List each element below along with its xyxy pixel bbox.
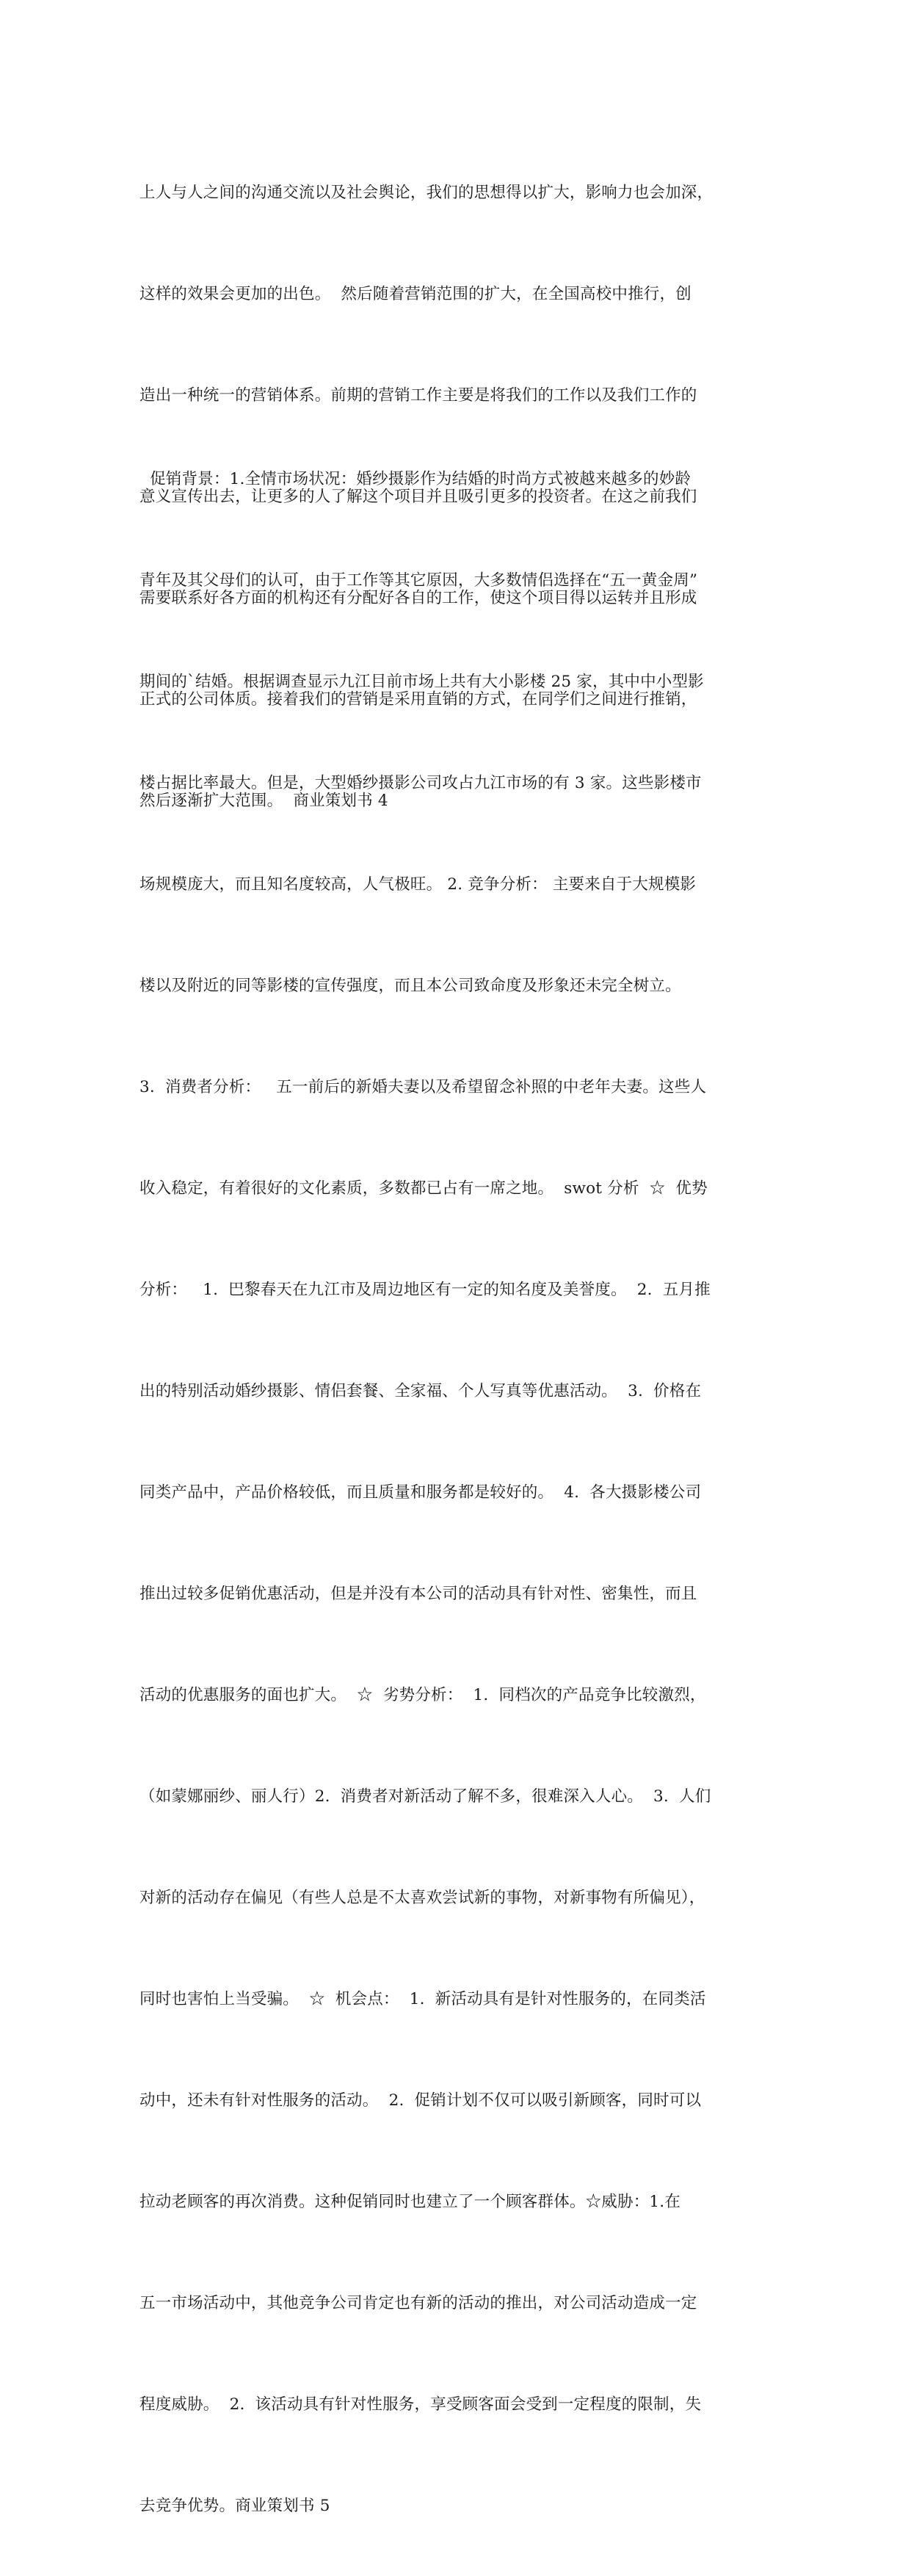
text-line: （如蒙娜丽纱、丽人行）2. 消费者对新活动了解不多，很难深入人心。 3. 人们 <box>139 1787 711 1806</box>
text-line: 然后逐渐扩大范围。 商业策划书 4 <box>139 792 388 810</box>
text-line: 收入稳定，有着很好的文化素质，多数都已占有一席之地。 swot 分析 ☆ 优势 <box>139 1179 708 1198</box>
text-line: 对新的活动存在偏见（有些人总是不太喜欢尝试新的事物，对新事物有所偏见）， <box>139 1889 705 1907</box>
text-line: 意义宣传出去，让更多的人了解这个项目并且吸引更多的投资者。在这之前我们 <box>139 488 697 506</box>
text-line: 动中，还未有针对性服务的活动。 2. 促销计划不仅可以吸引新顾客，同时可以 <box>139 2091 702 2110</box>
text-line: 促销背景：1.全情市场状况：婚纱摄影作为结婚的时尚方式被越来越多的妙龄 <box>139 470 692 488</box>
text-line: 分析： 1. 巴黎春天在九江市及周边地区有一定的知名度及美誉度。 2. 五月推 <box>139 1281 711 1299</box>
text-line: 楼占据比率最大。但是，大型婚纱摄影公司攻占九江市场的有 3 家。这些影楼市 <box>139 774 702 792</box>
text-line: 活动的优惠服务的面也扩大。 ☆ 劣势分析： 1. 同档次的产品竞争比较激烈， <box>139 1686 706 1704</box>
text-line: 需要联系好各方面的机构还有分配好各自的工作，使这个项目得以运转并且形成 <box>139 589 697 607</box>
text-line: 五一市场活动中，其他竞争公司肯定也有新的活动的推出，对公司活动造成一定 <box>139 2294 697 2312</box>
text-line: 同时也害怕上当受骗。 ☆ 机会点： 1. 新活动具有是针对性服务的，在同类活 <box>139 1990 706 2008</box>
text-line: 同类产品中，产品价格较低，而且质量和服务都是较好的。 4. 各大摄影楼公司 <box>139 1483 702 1502</box>
text-line: 造出一种统一的营销体系。前期的营销工作主要是将我们的工作以及我们工作的 <box>139 386 697 405</box>
text-line: 出的特别活动婚纱摄影、情侣套餐、全家福、个人写真等优惠活动。 3. 价格在 <box>139 1382 702 1400</box>
text-line: 去竞争优势。商业策划书 5 <box>139 2497 330 2515</box>
text-line: 期间的`结婚。根据调查显示九江目前市场上共有大小影楼 25 家，其中中小型影 <box>139 673 704 691</box>
text-line: 楼以及附近的同等影楼的宣传强度，而且本公司致命度及形象还未完全树立。 <box>139 977 681 995</box>
text-line: 场规模庞大，而且知名度较高，人气极旺。 2. 竞争分析： 主要来自于大规模影 <box>139 875 697 894</box>
paragraph-promotion-background <box>139 395 777 2576</box>
text-line: 上人与人之间的沟通交流以及社会舆论，我们的思想得以扩大，影响力也会加深， <box>139 184 714 202</box>
text-line: 3. 消费者分析： 五一前后的新婚夫妻以及希望留念补照的中老年夫妻。这些人 <box>139 1078 707 1096</box>
text-line: 推出过较多促销优惠活动，但是并没有本公司的活动具有针对性、密集性，而且 <box>139 1585 697 1603</box>
text-line: 拉动老顾客的再次消费。这种促销同时也建立了一个顾客群体。☆威胁：1.在 <box>139 2193 681 2211</box>
text-line: 正式的公司体质。接着我们的营销是采用直销的方式，在同学们之间进行推销， <box>139 690 697 709</box>
text-line: 青年及其父母们的认可，由于工作等其它原因，大多数情侣选择在“五一黄金周” <box>139 571 698 590</box>
text-line: 程度威胁。 2. 该活动具有针对性服务，享受顾客面会受到一定程度的限制，失 <box>139 2395 702 2414</box>
text-line: 这样的效果会更加的出色。 然后随着营销范围的扩大，在全国高校中推行，创 <box>139 285 692 303</box>
